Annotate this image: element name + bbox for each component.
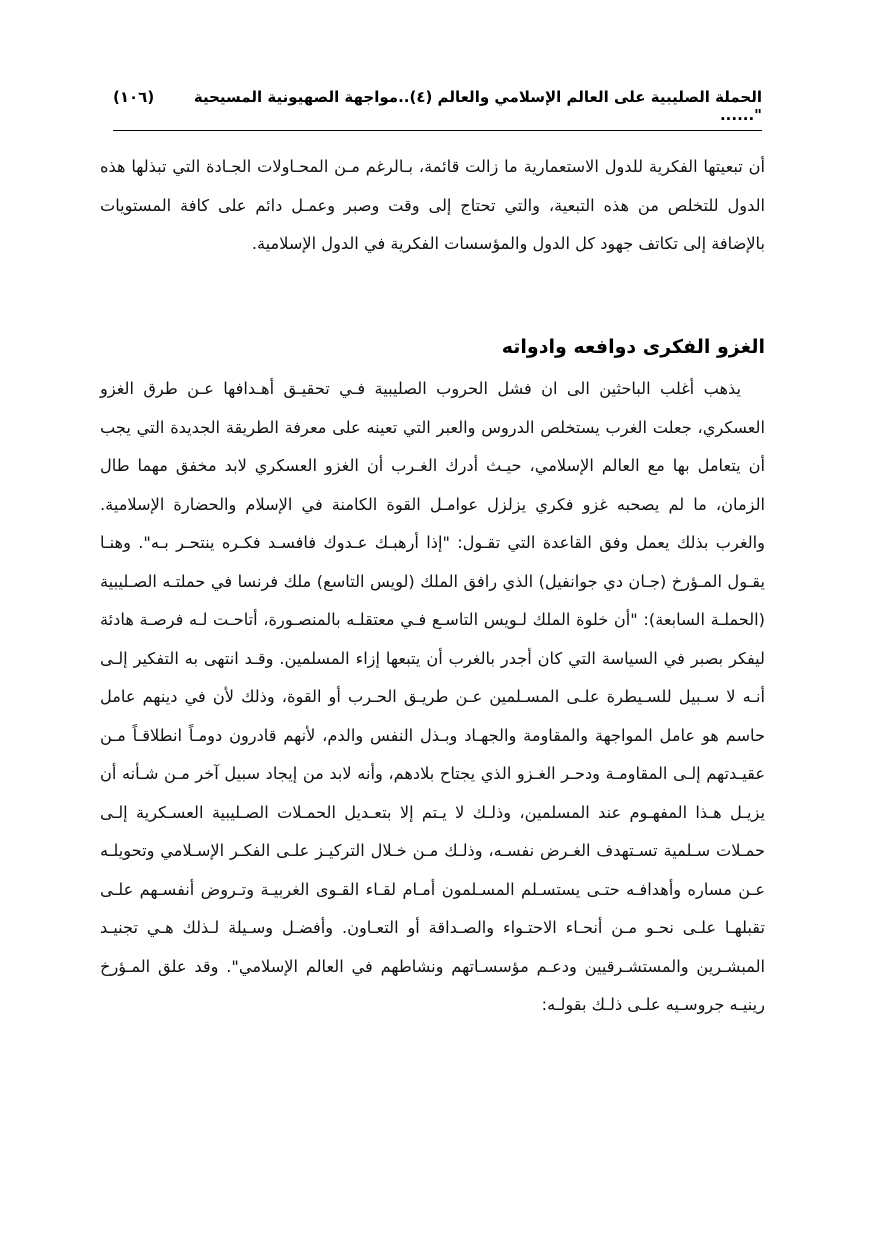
section-heading: الغزو الفكرى دوافعه وادواته [501,336,765,358]
header-title: الحملة الصليبية على العالم الإسلامي والعالم (٤)..مواجهة الصهيونية المسيحية "...... [193,88,762,124]
intro-paragraph-block [100,148,765,264]
running-header [113,88,762,131]
page-number: (١٠٦) [113,88,155,106]
main-paragraph-block [100,370,765,1025]
main-paragraph: يذهب أغلب الباحثين الى ان فشل الحروب الصليبية فـي تحقيـق أهـدافها عـن طرق الغزو العسكري، جعلت الغرب يستخلص الدروس والعبر التي تعينه على معرفة الطريقة الجديدة التي يجب أن يتعامل بها مع العالم الإسلامي، حيـث أدرك الغـرب أن الغزو العسكري لابد مخفق مهما طال الزمان، ما لم يصحبه غزو فكري يزلزل عوامـل القوة الكامنة في الإسلام والحضارة الإسلامية. والغرب بذلك يعمل وفق القاعدة التي تقـول: "إذا أرهبـك عـدوك فافسـد فكـره ينتحـر بـه". وهنـا يقـول المـؤرخ (جـان دي جوانفيل) الذي رافق الملك (لويس التاسع) ملك فرنسا في حملتـه الصـليبية (الحملـة السابعة): "أن خلوة الملك لـويس التاسـع فـي معتقلـه بالمنصـورة، أتاحـت لـه فرصـة هادئة ليفكر بصبر في السياسة التي كان أجدر بالغرب أن يتبعها إزاء المسلمين. وقـد انتهى به التفكير إلـى أنـه لا سـبيل للسـيطرة علـى المسـلمين عـن طريـق الحـرب أو القوة، وذلك لأن في دينهم عامل حاسم هو عامل المواجهة والمقاومة والجهـاد وبـذل النفس والدم، لأنهم قادرون دومـاً انطلاقـاً مـن عقيـدتهم إلـى المقاومـة ودحـر الغـزو الذي يجتاح بلادهم، وأنه لابد من إيجاد سبيل آخر مـن شـأنه أن يزيـل هـذا المفهـوم عند المسلمين، وذلـك لا يـتم إلا بتعـديل الحمـلات الصـليبية العسـكرية إلـى حمـلات سـلمية تسـتهدف الغـرض نفسـه، وذلـك مـن خـلال التركيـز علـى الفكـر الإسـلامي وتحويلـه عـن مساره وأهدافـه حتـى يستسـلم المسـلمون أمـام لقـاء القـوى الغربيـة وتـروض أنفسـهم علـى تقبلهـا علـى نحـو مـن أنحـاء الاحتـواء والصـداقة أو التعـاون. وأفضـل وسـيلة لـذلك هـي تجنيـد المبشـرين والمستشـرقيين ودعـم مؤسسـاتهم ونشاطهم في العالم الإسلامي". وقد علق المـؤرخ رينيـه جروسـيه علـى ذلـك بقولـه: [100,379,765,1014]
intro-paragraph: أن تبعيتها الفكرية للدول الاستعمارية ما زالت قائمة، بـالرغم مـن المحـاولات الجـادة التي تبذلها هذه الدول للتخلص من هذه التبعية، والتي تحتاج إلى وقت وصبر وعمـل دائم على كافة المستويات بالإضافة إلى تكاتف جهود كل الدول والمؤسسات الفكرية في الدول الإسلامية. [100,157,765,253]
